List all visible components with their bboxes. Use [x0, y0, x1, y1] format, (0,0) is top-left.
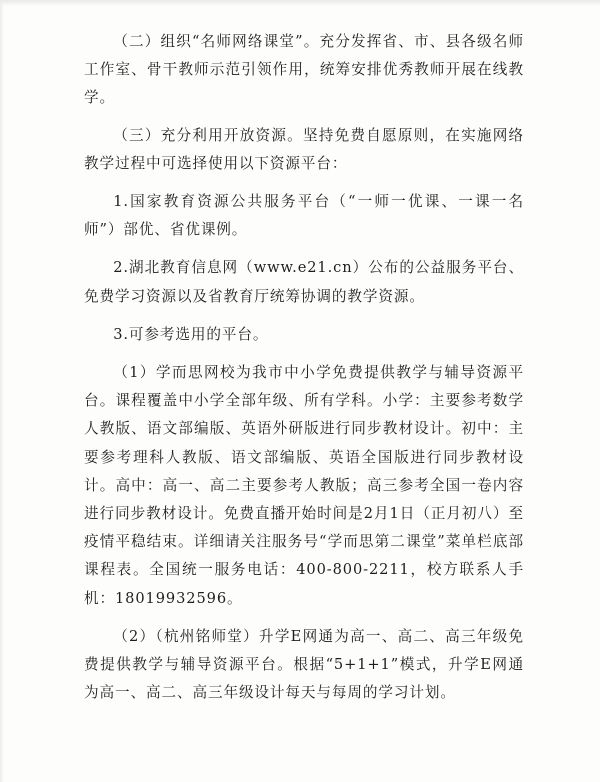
document-body	[84, 28, 524, 707]
scan-edge-top	[0, 0, 600, 6]
paragraph-platform-1: （1）学而思网校为我市中小学免费提供教学与辅导资源平台。课程覆盖中小学全部年级、所有学科。小学：主要参考数学人教版、语文部编版、英语外研版进行同步教材设计。初中：主要参考理科人教版、语文部编版、英语全国版进行同步教材设计。高中：高一、高二主要参考人教版；高三参考全国一卷内容进行同步教材设计。免费直播开始时间是2月1日（正月初八）至疫情平稳结束。详细请关注服务号“学而思第二课堂”菜单栏底部课程表。全国统一服务电话：400-800-2211，校方联系人手机：18019932596。	[84, 364, 524, 607]
paragraph-section-2: （二）组织“名师网络课堂”。充分发挥省、市、县各级名师工作室、骨干教师示范引领作用，统筹安排优秀教师开展在线教学。	[84, 33, 524, 107]
paragraph-item-2: 2.湖北教育信息网（www.e21.cn）公布的公益服务平台、免费学习资源以及省教育厅统筹协调的教学资源。	[84, 259, 524, 305]
paragraph-item-1: 1.国家教育资源公共服务平台（“一师一优课、一课一名师”）部优、省优课例。	[84, 193, 524, 239]
paragraph-platform-2: （2）（杭州铭师堂）升学E网通为高一、高二、高三年级免费提供教学与辅导资源平台。根据“5+1+1”模式，升学E网通为高一、高二、高三年级设计每天与每周的学习计划。	[84, 627, 524, 702]
paragraph-item-3: 3.可参考选用的平台。	[113, 325, 269, 343]
paragraph-section-3: （三）充分利用开放资源。坚持免费自愿原则，在实施网络教学过程中可选择使用以下资源平台：	[84, 126, 524, 172]
scan-edge-left	[0, 0, 4, 782]
